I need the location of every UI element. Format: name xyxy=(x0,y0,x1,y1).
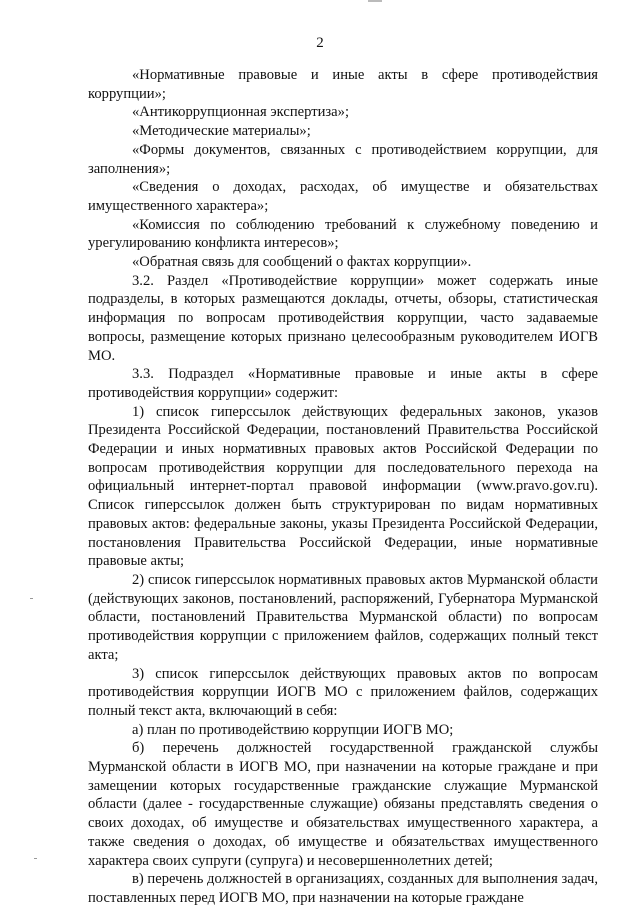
list-item-1: 1) список гиперссылок действующих федеральных законов, указов Президента Российской Федерации, постановлений Правительства Российской Федерации и иных нормативных правовых актов Российской Федерации по вопросам противодействия коррупции для последовательного перехода на официальный интернет-портал правовой информации (www.pravo.gov.ru). Список гиперссылок должен быть структурирован по видам нормативных правовых актов: федеральные законы, указы Президента Российской Федерации, постановления Правительства Российской Федерации, иные нормативные правовые акты; xyxy=(88,403,598,570)
margin-dot xyxy=(30,598,33,599)
document-body xyxy=(88,66,598,908)
paragraph-section-anticorruption-expertise: «Антикоррупционная экспертиза»; xyxy=(132,104,350,121)
paragraph-3-3: 3.3. Подраздел «Нормативные правовые и иные акты в сфере противодействия коррупции» содержит: xyxy=(88,366,598,401)
paragraph-section-normative-acts: «Нормативные правовые и иные акты в сфере противодействия коррупции»; xyxy=(88,67,598,102)
scan-mark xyxy=(368,0,382,2)
paragraph-3-2: 3.2. Раздел «Противодействие коррупции» может содержать иные подразделы, в которых размещаются доклады, отчеты, обзоры, статистическая информация по вопросам противодействия коррупции, часто задаваемые вопросы, размещение которых признано целесообразным руководителем ИОГВ МО. xyxy=(88,272,598,364)
list-item-3: 3) список гиперссылок действующих правовых актов по вопросам противодействия коррупции ИОГВ МО с приложением файлов, содержащих полный текст акта, включающий в себя: xyxy=(88,665,598,719)
page-number: 2 xyxy=(316,35,324,51)
margin-dot xyxy=(34,858,37,859)
paragraph-section-income-info: «Сведения о доходах, расходах, об имуществе и обязательствах имущественного характера»; xyxy=(88,179,598,214)
paragraph-section-commission: «Комиссия по соблюдению требований к служебному поведению и урегулированию конфликта интересов»; xyxy=(88,216,598,252)
list-item-3b: б) перечень должностей государственной гражданской службы Мурманской области в ИОГВ МО, при назначении на которые граждане и при замещении которых государственные гражданские служащие Мурманской области (далее - государственные служащие) обязаны представлять сведения о своих доходах, об имуществе и обязательствах имущественного характера, а также сведения о доходах, об имуществе и обязательствах имущественного характера своих супруги (супруга) и несовершеннолетних детей; xyxy=(88,740,598,869)
paragraph-section-methodical-materials: «Методические материалы»; xyxy=(132,123,311,140)
list-item-3v: в) перечень должностей в организациях, созданных для выполнения задач, поставленных перед ИОГВ МО, при назначении на которые граждане xyxy=(88,871,598,906)
paragraph-section-document-forms: «Формы документов, связанных с противодействием коррупции, для заполнения»; xyxy=(88,141,598,177)
list-item-3a: а) план по противодействию коррупции ИОГВ МО; xyxy=(132,721,454,738)
paragraph-section-feedback: «Обратная связь для сообщений о фактах коррупции». xyxy=(132,254,472,271)
list-item-2: 2) список гиперссылок нормативных правовых актов Мурманской области (действующих законов, постановлений, распоряжений, Губернатора Мурманской области, постановлений Правительства Мурманской области) по вопросам противодействия коррупции с приложением файлов, содержащих полный текст акта; xyxy=(88,571,598,663)
